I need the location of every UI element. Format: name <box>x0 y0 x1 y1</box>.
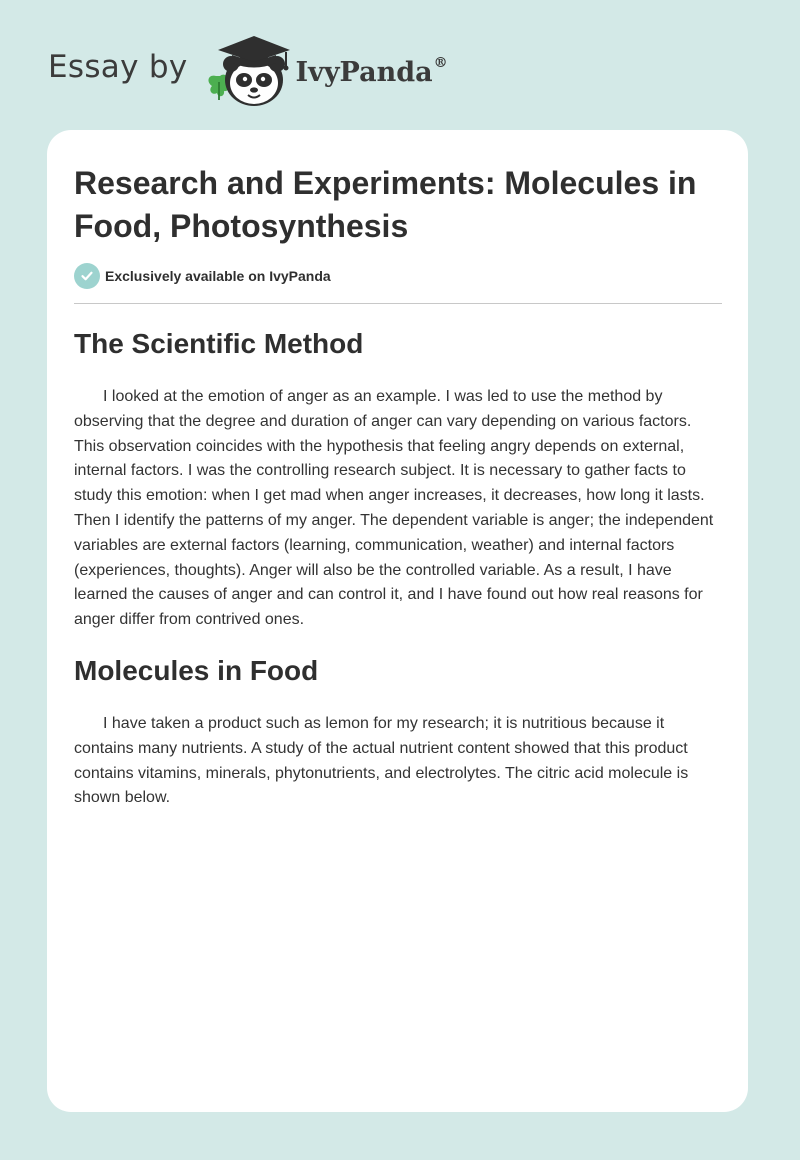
section-paragraph-scientific-method: I looked at the emotion of anger as an example. I was led to use the method by observing that the degree and duration of anger can vary depending on various factors. This observation coincides with the hypothesis that feeling angry depends on external, internal factors. I was the controlling research subject. It is necessary to gather facts to study this emotion: when I get mad when anger increases, it decreases, how long it lasts. Then I identify the patterns of my anger. The dependent variable is anger; the independent variables are external factors (learning, communication, weather) and internal factors (experiences, thoughts). Anger will also be the controlled variable. As a result, I have learned the causes of anger and can control it, and I have found out how real reasons for anger differ from contrived ones. <box>74 388 714 629</box>
brand-name[interactable] <box>295 54 448 88</box>
article-card <box>47 130 748 1112</box>
divider <box>74 303 722 304</box>
essay-by-label: Essay by <box>48 49 188 85</box>
section-heading-scientific-method: The Scientific Method <box>74 328 364 359</box>
exclusive-label: Exclusively available on IvyPanda <box>105 268 331 284</box>
site-header <box>48 30 448 110</box>
exclusive-badge <box>74 263 331 289</box>
section-paragraph-molecules-in-food: I have taken a product such as lemon for my research; it is nutritious because it contains many nutrients. A study of the actual nutrient content showed that this product contains vitamins, minerals, phytonutrients, and electrolytes. The citric acid molecule is shown below. <box>74 715 689 807</box>
section-heading-molecules-in-food: Molecules in Food <box>74 655 319 686</box>
panda-graduate-icon[interactable] <box>202 30 294 110</box>
registered-mark: ® <box>433 54 448 71</box>
article-title: Research and Experiments: Molecules in Food, Photosynthesis <box>74 165 697 244</box>
check-icon <box>74 263 100 289</box>
brand-label: IvyPanda <box>295 56 433 88</box>
